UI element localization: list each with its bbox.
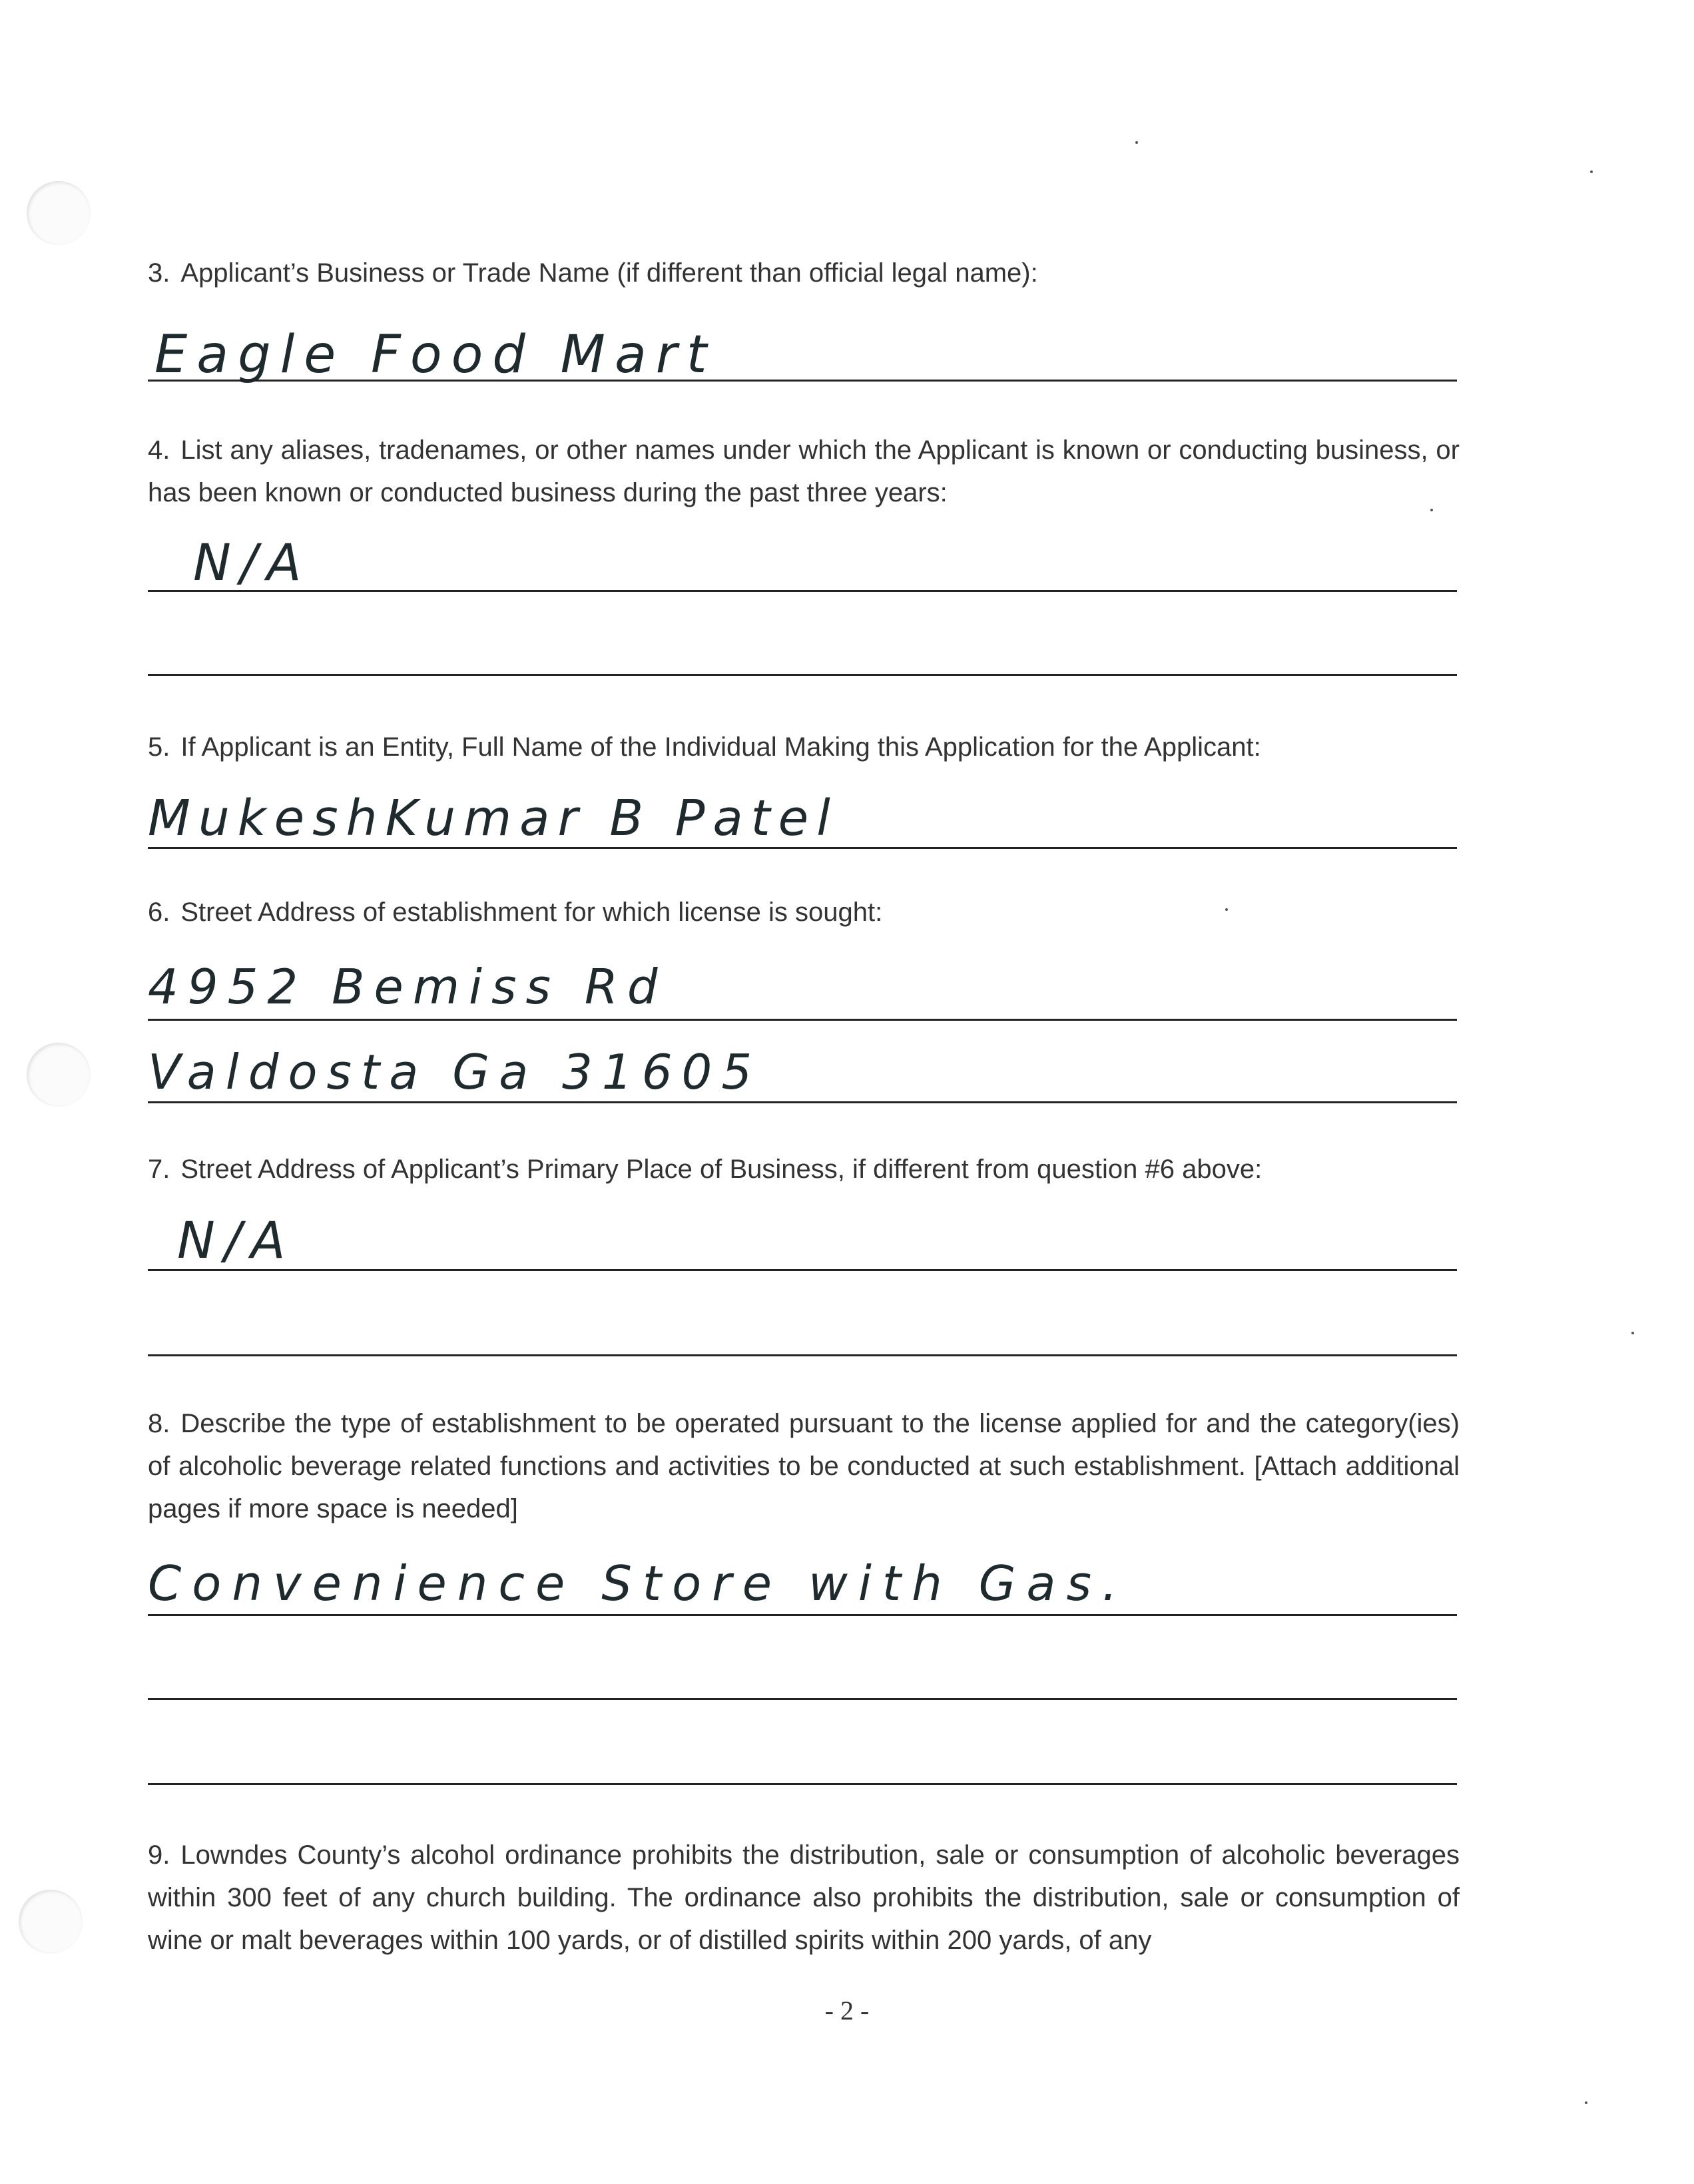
answer-line [148, 1614, 1457, 1616]
answer-establishment-type: Convenience Store with Gas. [148, 1555, 1128, 1611]
answer-line [148, 1019, 1457, 1021]
scan-speck [1590, 170, 1593, 173]
answer-aliases: N/A [193, 533, 311, 592]
question-number: 6. [148, 898, 170, 927]
answer-line [148, 1354, 1457, 1356]
scan-speck [1631, 1332, 1634, 1334]
question-text: Lowndes County’s alcohol ordinance prohibits the distribution, sale or consumption of alcoholic beverages within 300 feet of any church building. The ordinance also prohibits the distribution, sale or consumption of wine or malt beverages within 100 yards, or of distilled spirits within 200 yards, of any [148, 1840, 1460, 1955]
question-text: Street Address of Applicant’s Primary Place of Business, if different from question #6 above: [180, 1155, 1263, 1184]
scan-speck [1135, 141, 1138, 144]
answer-line [148, 847, 1457, 849]
answer-individual-name: MukeshKumar B Patel [148, 790, 838, 847]
question-number: 7. [148, 1155, 170, 1184]
punch-hole-top [27, 181, 91, 245]
question-4 [148, 429, 1460, 514]
question-6 [148, 891, 1460, 934]
question-5 [148, 726, 1460, 768]
answer-line [148, 380, 1457, 382]
scan-speck [1585, 2101, 1587, 2104]
answer-line [148, 1698, 1457, 1700]
answer-address-line1: 4952 Bemiss Rd [148, 959, 667, 1015]
question-8 [148, 1402, 1460, 1530]
question-text: List any aliases, tradenames, or other names under which the Applicant is known or conducting business, or has been known or conducted business during the past three years: [148, 435, 1460, 507]
question-3 [148, 252, 1460, 294]
question-number: 9. [148, 1840, 170, 1870]
answer-address-line2: Valdosta Ga 31605 [148, 1044, 762, 1100]
question-number: 8. [148, 1409, 170, 1438]
answer-line [148, 590, 1457, 592]
question-text: Applicant’s Business or Trade Name (if different than official legal name): [180, 258, 1038, 288]
question-7 [148, 1148, 1460, 1191]
question-text: Describe the type of establishment to be operated pursuant to the license applied for and the category(ies) of alcoholic beverage related functions and activities to be conducted at such establishment. [Attach additional pages if more space is needed] [148, 1409, 1460, 1523]
question-number: 4. [148, 435, 170, 465]
answer-line [148, 1783, 1457, 1785]
page-number: - 2 - [824, 1996, 870, 2026]
question-9 [148, 1834, 1460, 1962]
answer-line [148, 674, 1457, 676]
punch-hole-bottom [19, 1890, 83, 1954]
question-number: 3. [148, 258, 170, 288]
answer-line [148, 1269, 1457, 1271]
question-text: Street Address of establishment for which license is sought: [180, 898, 883, 927]
answer-primary-place: N/A [177, 1211, 295, 1270]
answer-trade-name: Eagle Food Mart [154, 325, 716, 385]
question-number: 5. [148, 732, 170, 762]
punch-hole-middle [27, 1043, 91, 1107]
question-text: If Applicant is an Entity, Full Name of the Individual Making this Application for the Applicant: [180, 732, 1261, 762]
answer-line [148, 1101, 1457, 1103]
